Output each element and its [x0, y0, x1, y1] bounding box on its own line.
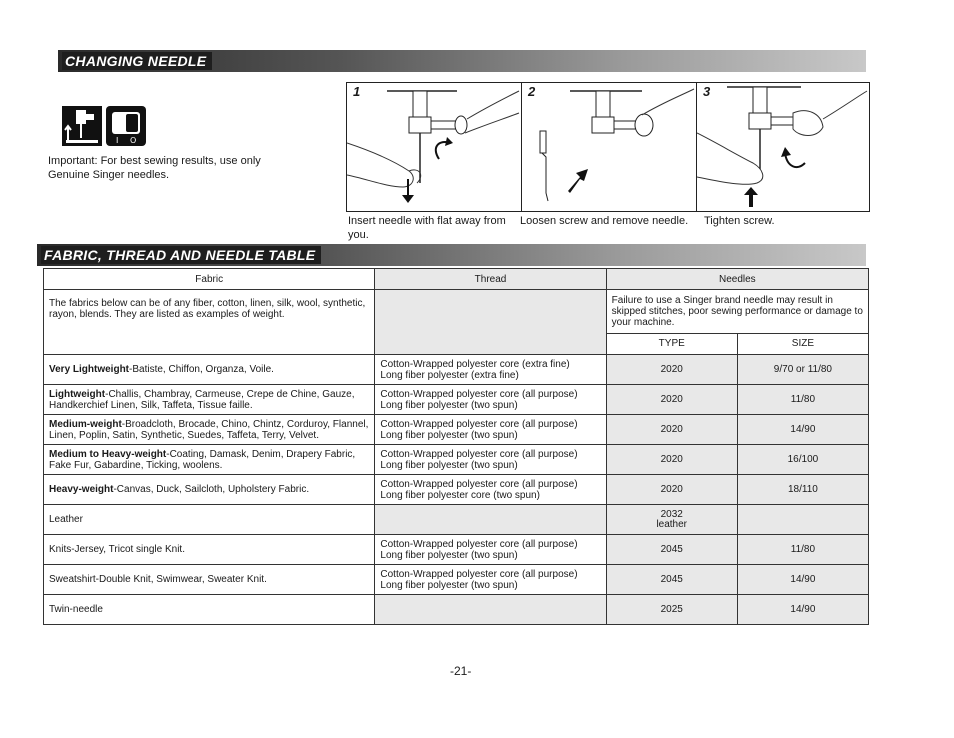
- svg-text:O: O: [130, 136, 137, 145]
- table-row: [44, 595, 869, 625]
- header-type: TYPE: [606, 333, 737, 354]
- step-3-illustration: [697, 83, 869, 211]
- thread-cell: Cotton-Wrapped polyester core (all purpose) Long fiber polyester (two spun): [375, 535, 606, 565]
- step-2-number: 2: [528, 84, 536, 99]
- size-cell: 14/90: [737, 595, 868, 625]
- header-thread: Thread: [375, 269, 606, 290]
- thread-cell: Cotton-Wrapped polyester core (all purpose) Long fiber polyester core (two spun): [375, 475, 606, 505]
- step-3-panel: [697, 83, 869, 211]
- changing-needle-title: CHANGING NEEDLE: [62, 52, 212, 70]
- intro-fabric-text: The fabrics below can be of any fiber, cotton, linen, silk, wool, synthetic, rayon, blends. They are listed as examples of weight.: [44, 290, 375, 355]
- table-row: [44, 565, 869, 595]
- needle-steps-illustration: [346, 82, 870, 212]
- type-cell: 2020: [606, 385, 737, 415]
- table-header-row: [44, 269, 869, 290]
- power-switch-icon: [106, 106, 146, 146]
- thread-cell: Cotton-Wrapped polyester core (all purpose) Long fiber polyester (two spun): [375, 565, 606, 595]
- fabric-cell: Lightweight-Challis, Chambray, Carmeuse, Crepe de Chine, Gauze, Handkerchief Linen, Silk, Taffeta, Tissue faille.: [44, 385, 375, 415]
- intro-thread-cell: [375, 290, 606, 355]
- fabric-cell: Twin-needle: [44, 595, 375, 625]
- fabric-cell: Knits-Jersey, Tricot single Knit.: [44, 535, 375, 565]
- size-cell: 9/70 or 11/80: [737, 355, 868, 385]
- type-cell: 2045: [606, 565, 737, 595]
- size-cell: 14/90: [737, 565, 868, 595]
- fabric-table-banner: [37, 244, 866, 266]
- symbol-icons: [62, 106, 146, 151]
- type-cell: 2032 leather: [606, 505, 737, 535]
- size-cell: 18/110: [737, 475, 868, 505]
- thread-cell: Cotton-Wrapped polyester core (all purpose) Long fiber polyester (two spun): [375, 385, 606, 415]
- thread-cell: [375, 505, 606, 535]
- table-intro-row: [44, 290, 869, 334]
- type-cell: 2020: [606, 415, 737, 445]
- type-cell: 2020: [606, 445, 737, 475]
- fabric-cell: Leather: [44, 505, 375, 535]
- step-1-illustration: [347, 83, 521, 211]
- fabric-cell: Medium to Heavy-weight-Coating, Damask, Denim, Drapery Fabric, Fake Fur, Gabardine, Ticking, woolens.: [44, 445, 375, 475]
- fabric-cell: Sweatshirt-Double Knit, Swimwear, Sweater Knit.: [44, 565, 375, 595]
- type-cell: 2020: [606, 355, 737, 385]
- size-cell: 11/80: [737, 385, 868, 415]
- important-note: Important: For best sewing results, use only Genuine Singer needles.: [48, 155, 261, 181]
- type-cell: 2045: [606, 535, 737, 565]
- step-2-panel: [522, 83, 697, 211]
- step-3-number: 3: [703, 84, 711, 99]
- thread-cell: [375, 595, 606, 625]
- size-cell: 16/100: [737, 445, 868, 475]
- fabric-thread-needle-table: [43, 268, 869, 625]
- step-2-illustration: [522, 83, 696, 211]
- presser-foot-needle-icon: [62, 106, 102, 146]
- table-row: [44, 445, 869, 475]
- type-cell: 2020: [606, 475, 737, 505]
- step-3-caption: Tighten screw.: [704, 215, 775, 227]
- thread-cell: Cotton-Wrapped polyester core (all purpose) Long fiber polyester (two spun): [375, 445, 606, 475]
- table-row: [44, 355, 869, 385]
- step-1-panel: [347, 83, 522, 211]
- intro-needle-text: Failure to use a Singer brand needle may result in skipped stitches, poor sewing performance or damage to your machine.: [606, 290, 868, 334]
- fabric-table-title: FABRIC, THREAD AND NEEDLE TABLE: [41, 246, 321, 264]
- size-cell: [737, 505, 868, 535]
- size-cell: 11/80: [737, 535, 868, 565]
- fabric-cell: Heavy-weight-Canvas, Duck, Sailcloth, Upholstery Fabric.: [44, 475, 375, 505]
- size-cell: 14/90: [737, 415, 868, 445]
- table-row: [44, 535, 869, 565]
- step-1-number: 1: [353, 84, 361, 99]
- header-size: SIZE: [737, 333, 868, 354]
- fabric-cell: Medium-weight-Broadcloth, Brocade, Chino, Chintz, Corduroy, Flannel, Linen, Poplin, Satin, Synthetic, Suedes, Taffeta, Terry, Velvet.: [44, 415, 375, 445]
- thread-cell: Cotton-Wrapped polyester core (extra fine) Long fiber polyester (extra fine): [375, 355, 606, 385]
- thread-cell: Cotton-Wrapped polyester core (all purpose) Long fiber polyester (two spun): [375, 415, 606, 445]
- fabric-cell: Very Lightweight-Batiste, Chiffon, Organza, Voile.: [44, 355, 375, 385]
- step-1-caption: Insert needle with flat away from you.: [348, 215, 506, 241]
- table-row: [44, 385, 869, 415]
- changing-needle-banner: [58, 50, 866, 72]
- page-number: -21-: [450, 664, 472, 678]
- header-fabric: Fabric: [44, 269, 375, 290]
- table-row: [44, 475, 869, 505]
- table-row: [44, 415, 869, 445]
- header-needles: Needles: [606, 269, 868, 290]
- step-2-caption: Loosen screw and remove needle.: [520, 215, 689, 227]
- table-row: [44, 505, 869, 535]
- svg-text:I: I: [116, 136, 119, 145]
- type-cell: 2025: [606, 595, 737, 625]
